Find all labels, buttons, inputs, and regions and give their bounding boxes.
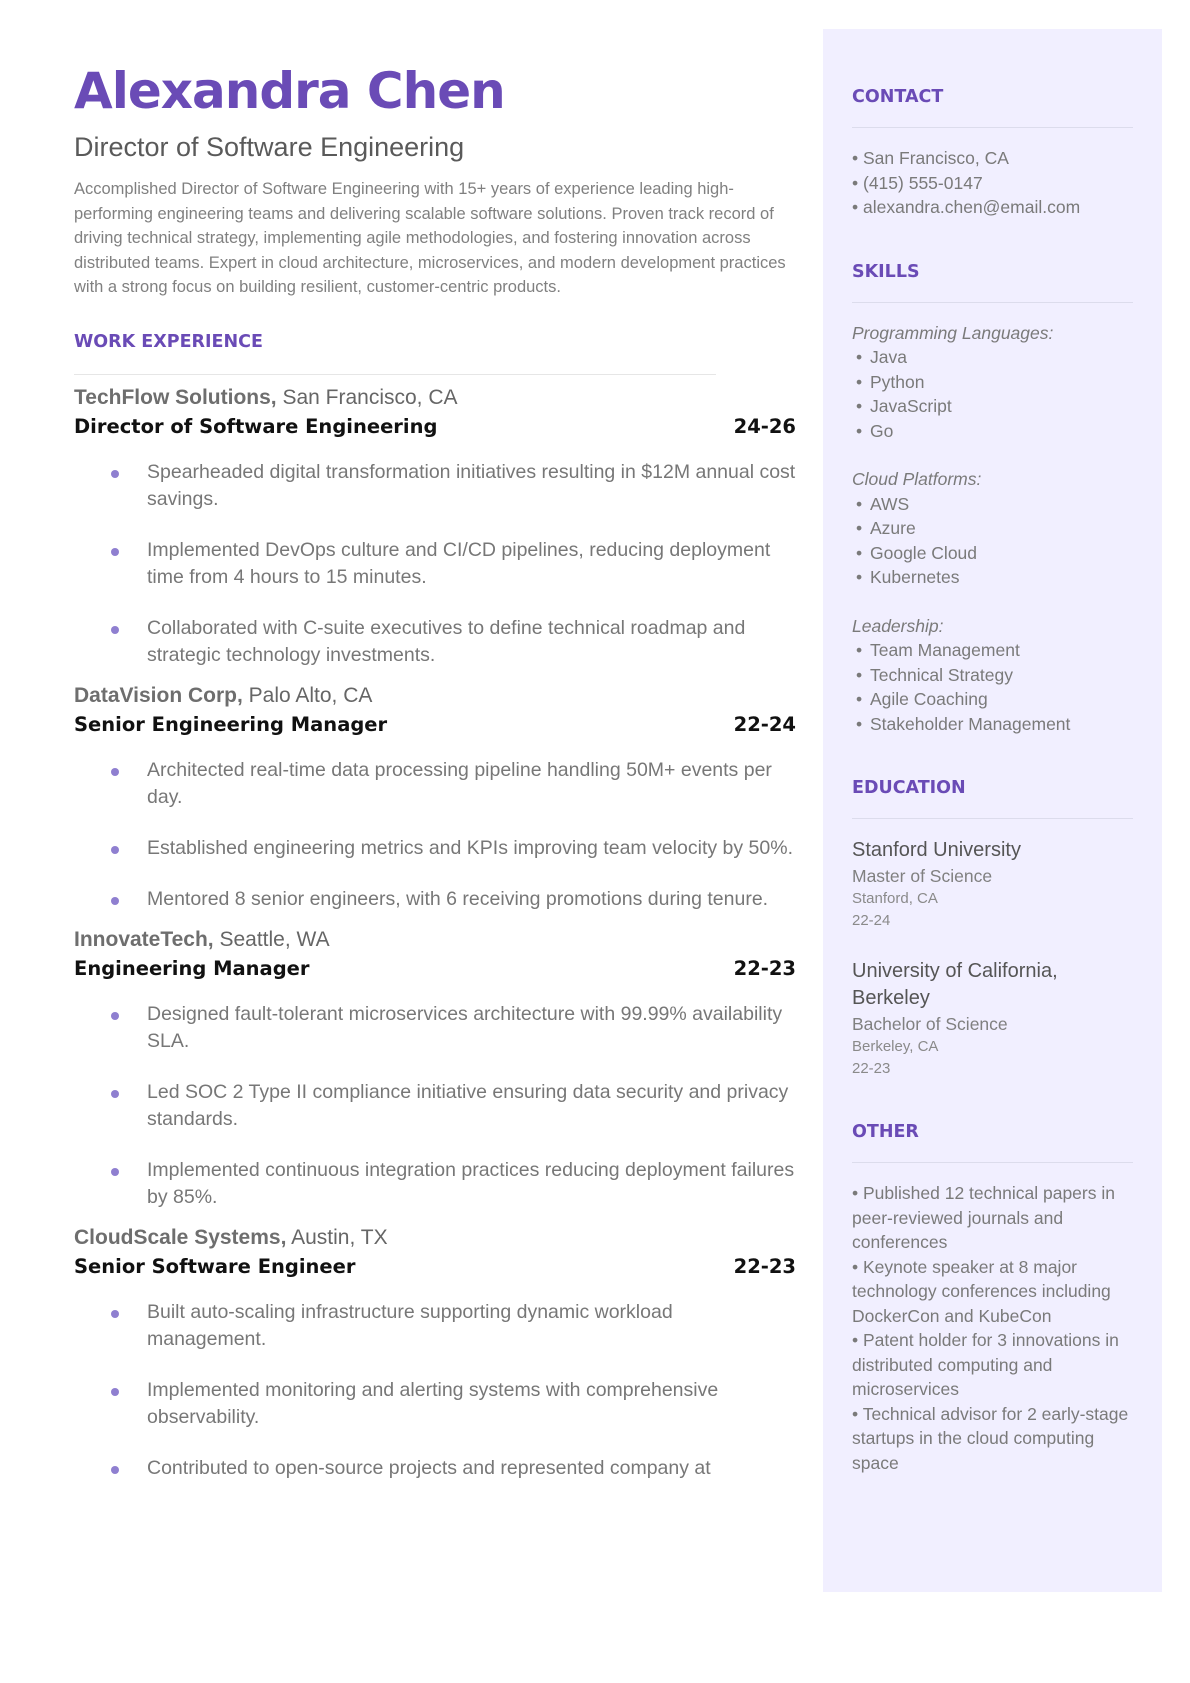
bullet-dot: • <box>856 689 863 709</box>
company-name: InnovateTech, <box>74 927 214 951</box>
bullet-dot <box>111 1012 119 1020</box>
skill-text: Python <box>870 371 925 392</box>
skill-list <box>852 638 1133 736</box>
bullet-dot: • <box>856 396 863 416</box>
education-entry <box>852 958 1133 1080</box>
education-dates: 22-24 <box>852 912 891 929</box>
skill-list <box>852 345 1133 443</box>
job-bullet <box>74 1079 796 1133</box>
skill-text: Agile Coaching <box>870 689 988 709</box>
job-dates: 24-26 <box>733 414 796 438</box>
role-line <box>74 1253 796 1281</box>
skill-text: Google Cloud <box>870 542 978 563</box>
contact-location: • San Francisco, CA <box>852 148 1009 168</box>
job-bullet <box>74 757 796 811</box>
contact-email: • alexandra.chen@email.com <box>852 197 1081 217</box>
work-experience-heading: WORK EXPERIENCE <box>74 331 263 352</box>
job-bullet <box>74 835 796 862</box>
job-role: Senior Software Engineer <box>74 1254 356 1278</box>
skill-category: Programming Languages: <box>852 322 1054 343</box>
school-location: Berkeley, CA <box>852 1038 939 1055</box>
skill-item <box>852 663 1133 688</box>
degree: Bachelor of Science <box>852 1014 1008 1034</box>
job-role: Director of Software Engineering <box>74 414 438 438</box>
job-bullet <box>74 537 796 591</box>
job-bullet <box>74 1377 796 1431</box>
job-bullet <box>74 886 796 913</box>
bullet-dot: • <box>856 664 863 685</box>
skill-item <box>852 712 1133 737</box>
education-heading: EDUCATION <box>852 778 966 798</box>
bullet-dot: • <box>856 567 863 587</box>
skills-section <box>852 260 1133 737</box>
bullet-text: Implemented continuous integration practices reducing deployment failures by 85%. <box>147 1158 795 1208</box>
skill-text: Kubernetes <box>870 567 960 587</box>
divider <box>852 1162 1133 1163</box>
bullet-text: Designed fault-tolerant microservices architecture with 99.99% availability SLA. <box>147 1002 783 1052</box>
bullet-dot: • <box>856 640 863 660</box>
divider <box>74 374 716 375</box>
job-bullets <box>74 459 796 669</box>
skill-text: Java <box>870 347 907 367</box>
bullet-dot <box>111 548 119 556</box>
other-text: Technical advisor for 2 early-stage startups in the cloud computing space <box>852 1403 1129 1473</box>
contact-phone-text: (415) 555-0147 <box>863 172 983 193</box>
skill-item <box>852 638 1133 663</box>
company-line <box>74 925 796 955</box>
bullet-text: Architected real-time data processing pipeline handling 50M+ events per day. <box>147 758 772 808</box>
bullet-dot: • <box>856 347 863 367</box>
skill-item <box>852 370 1133 395</box>
role-line <box>74 955 796 983</box>
job-bullets <box>74 1001 796 1211</box>
job-dates: 22-23 <box>733 1254 796 1278</box>
school-name: Stanford University <box>852 839 1021 861</box>
skill-text: Stakeholder Management <box>870 713 1071 734</box>
bullet-dot <box>111 1310 119 1318</box>
role-line <box>74 413 796 441</box>
skill-text: Azure <box>870 518 916 538</box>
skill-group <box>852 614 1133 737</box>
job-dates: 22-23 <box>733 956 796 980</box>
education-dates: 22-23 <box>852 1060 891 1077</box>
summary: Accomplished Director of Software Engineering with 15+ years of experience leading high-performing engineering teams and delivering scalable software solutions. Proven track record of driving technical strategy, implementing agile methodologies, and fostering innovation across distributed teams. Expert in cloud architecture, microservices, and modern development practices with a strong focus on building resilient, customer-centric products. <box>74 180 786 296</box>
bullet-dot <box>111 470 119 478</box>
candidate-title: Director of Software Engineering <box>74 132 465 162</box>
bullet-text: Built auto-scaling infrastructure supporting dynamic workload management. <box>147 1300 673 1350</box>
company-name: CloudScale Systems, <box>74 1225 287 1249</box>
other-text: Published 12 technical papers in peer-reviewed journals and conferences <box>852 1183 1115 1252</box>
skill-category: Cloud Platforms: <box>852 469 982 489</box>
school-name: University of California, Berkeley <box>852 960 1058 1009</box>
bullet-text: Collaborated with C-suite executives to define technical roadmap and strategic technology investments. <box>147 616 746 666</box>
contact-heading: CONTACT <box>852 87 944 107</box>
skill-group <box>852 321 1133 444</box>
contact-list <box>852 146 1133 220</box>
skill-category: Leadership: <box>852 615 944 636</box>
education-entry <box>852 837 1133 932</box>
contact-phone: • (415) 555-0147 <box>852 172 983 193</box>
bullet-dot <box>111 1466 119 1474</box>
other-heading: OTHER <box>852 1122 919 1142</box>
bullet-dot <box>111 768 119 776</box>
other-item: • Published 12 technical papers in peer-reviewed journals and conferences <box>852 1183 1115 1252</box>
bullet-dot <box>111 626 119 634</box>
skills-heading: SKILLS <box>852 261 920 282</box>
company-line <box>74 1223 796 1253</box>
company-location: San Francisco, CA <box>282 385 458 409</box>
bullet-dot: • <box>856 713 863 734</box>
candidate-name: Alexandra Chen <box>74 62 505 120</box>
company-location: Palo Alto, CA <box>248 683 373 707</box>
skill-item <box>852 565 1133 590</box>
skill-item <box>852 516 1133 541</box>
contact-section <box>852 85 1133 220</box>
bullet-text: Implemented DevOps culture and CI/CD pipelines, reducing deployment time from 4 hours to 15 minutes. <box>147 538 771 588</box>
job-bullet <box>74 1299 796 1353</box>
divider <box>852 302 1133 303</box>
bullet-dot <box>111 897 119 905</box>
bullet-dot: • <box>856 493 863 514</box>
bullet-dot: • <box>856 420 863 441</box>
other-item: • Patent holder for 3 innovations in distributed computing and microservices <box>852 1330 1119 1399</box>
role-line <box>74 711 796 739</box>
job-entry <box>74 383 796 669</box>
job-role: Senior Engineering Manager <box>74 712 388 736</box>
contact-location-text: San Francisco, CA <box>863 148 1009 168</box>
company-name: DataVision Corp, <box>74 683 243 707</box>
company-name: TechFlow Solutions, <box>74 385 277 409</box>
other-text: Keynote speaker at 8 major technology conferences including DockerCon and KubeCon <box>852 1256 1111 1326</box>
sidebar <box>823 29 1162 1592</box>
skill-text: JavaScript <box>870 396 952 416</box>
skill-item <box>852 419 1133 444</box>
skill-item <box>852 541 1133 566</box>
job-bullet <box>74 1455 796 1482</box>
job-list <box>74 383 796 1482</box>
bullet-dot <box>111 1388 119 1396</box>
job-entry <box>74 681 796 913</box>
bullet-text: Implemented monitoring and alerting systems with comprehensive observability. <box>147 1378 719 1428</box>
bullet-dot <box>111 1168 119 1176</box>
bullet-dot <box>111 846 119 854</box>
other-item: • Keynote speaker at 8 major technology conferences including DockerCon and KubeCon <box>852 1256 1111 1326</box>
other-section <box>852 1120 1133 1475</box>
skill-text: Team Management <box>870 640 1020 660</box>
bullet-dot: • <box>856 542 863 563</box>
job-bullet <box>74 459 796 513</box>
skill-text: Go <box>870 420 894 441</box>
divider <box>852 127 1133 128</box>
education-section <box>852 776 1133 1080</box>
job-bullets <box>74 1299 796 1482</box>
job-bullet <box>74 1001 796 1055</box>
job-dates: 22-24 <box>733 712 796 736</box>
skill-list <box>852 492 1133 590</box>
other-text: Patent holder for 3 innovations in distributed computing and microservices <box>852 1330 1119 1399</box>
bullet-dot <box>111 1090 119 1098</box>
job-bullets <box>74 757 796 913</box>
bullet-text: Established engineering metrics and KPIs improving team velocity by 50%. <box>147 836 793 859</box>
school-location: Stanford, CA <box>852 890 938 907</box>
other-list <box>852 1181 1133 1475</box>
skill-item <box>852 345 1133 370</box>
main-column <box>74 58 796 1494</box>
sidebar-content <box>823 29 1162 1475</box>
skill-group <box>852 467 1133 590</box>
bullet-text: Led SOC 2 Type II compliance initiative ensuring data security and privacy standards. <box>147 1080 789 1130</box>
company-line <box>74 681 796 711</box>
job-entry <box>74 925 796 1211</box>
bullet-dot: • <box>856 518 863 538</box>
contact-email-text: alexandra.chen@email.com <box>863 197 1081 217</box>
divider <box>852 818 1133 819</box>
bullet-text: Contributed to open-source projects and represented company at <box>147 1456 711 1479</box>
bullet-dot: • <box>856 371 863 392</box>
bullet-text: Spearheaded digital transformation initiatives resulting in $12M annual cost savings. <box>147 460 796 510</box>
job-bullet <box>74 1157 796 1211</box>
skill-item <box>852 394 1133 419</box>
skill-item <box>852 492 1133 517</box>
job-bullet <box>74 615 796 669</box>
company-line <box>74 383 796 413</box>
skill-text: Technical Strategy <box>870 664 1013 685</box>
skill-text: AWS <box>870 493 910 514</box>
degree: Master of Science <box>852 866 993 886</box>
bullet-text: Mentored 8 senior engineers, with 6 receiving promotions during tenure. <box>147 887 769 910</box>
job-role: Engineering Manager <box>74 956 310 980</box>
company-location: Seattle, WA <box>219 927 330 951</box>
other-item: • Technical advisor for 2 early-stage startups in the cloud computing space <box>852 1403 1129 1473</box>
job-entry <box>74 1223 796 1482</box>
skill-item <box>852 687 1133 712</box>
company-location: Austin, TX <box>291 1225 388 1249</box>
